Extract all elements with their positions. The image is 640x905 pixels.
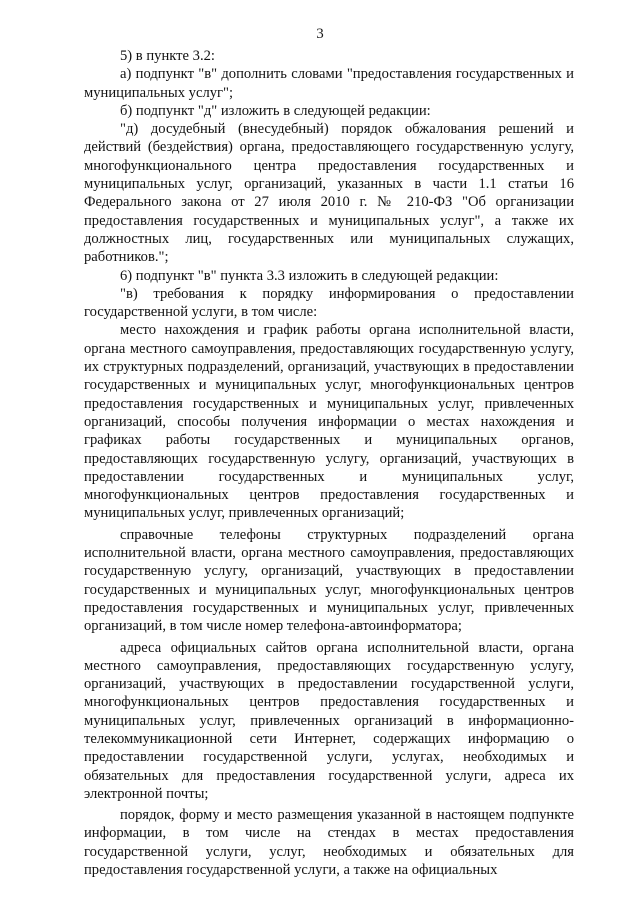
paragraph: адреса официальных сайтов органа исполнительной власти, органа местного самоуправления, предоставляющих государственную услугу, организаций, участвующих в предоставлении государственной услуги, многофункциональных центров предоставления государственных и муниципальных услуг, привлеченных организаций в информационно-телекоммуникационной сети Интернет, содержащих информацию о предоставлении государственной услуги, услугах, необходимых и обязательных для предоставления государственной услуги, адреса их электронной почты;: [84, 639, 574, 802]
paragraph: справочные телефоны структурных подразделений органа исполнительной власти, органа местного самоуправления, предоставляющих государственную услугу, организаций, участвующих в предоставлении государственных и муниципальных услуг, многофункциональных центров предоставления государственных и муниципальных услуг, привлеченных организаций, в том числе номер телефона-автоинформатора;: [84, 526, 574, 635]
paragraph: 6) подпункт "в" пункта 3.3 изложить в следующей редакции:: [120, 267, 499, 284]
paragraph: "в) требования к порядку информирования о предоставлении государственной услуги, в том числе:: [84, 285, 574, 321]
document-body: [84, 47, 574, 879]
paragraph: б) подпункт "д" изложить в следующей редакции:: [120, 102, 431, 119]
paragraph: 5) в пункте 3.2:: [120, 48, 215, 64]
paragraph: "д) досудебный (внесудебный) порядок обжалования решений и действий (бездействия) органа, предоставляющего государственную услугу, многофункционального центра предоставления государственных и муниципальных услуг, организаций, указанных в части 1.1 статьи 16 Федерального закона от 27 июля 2010 г. № 210-ФЗ "Об организации предоставления государственных и муниципальных услуг", а также их должностных лиц, государственных или муниципальных служащих, работников.";: [84, 121, 574, 266]
paragraph: место нахождения и график работы органа исполнительной власти, органа местного самоуправления, предоставляющих государственную услугу, их структурных подразделений, организаций, участвующих в предоставлении государственных и муниципальных услуг, многофункциональных центров предоставления государственных и муниципальных услуг, привлеченных организаций, способы получения информации о местах нахождения и графиках работы государственных и муниципальных органов, предоставляющих государственную услугу, организаций, участвующих в предоставлении государственных и муниципальных услуг, многофункциональных центров предоставления государственных и муниципальных услуг, привлеченных организаций;: [84, 322, 574, 522]
page-number: 3: [316, 26, 324, 42]
paragraph: порядок, форму и место размещения указанной в настоящем подпункте информации, в том числе на стендах в местах предоставления государственной услуги, услуг, необходимых и обязательных для предоставления государственной услуги, а также на официальных: [84, 807, 574, 879]
paragraph: а) подпункт "в" дополнить словами "предоставления государственных и муниципальных услуг";: [84, 66, 574, 101]
